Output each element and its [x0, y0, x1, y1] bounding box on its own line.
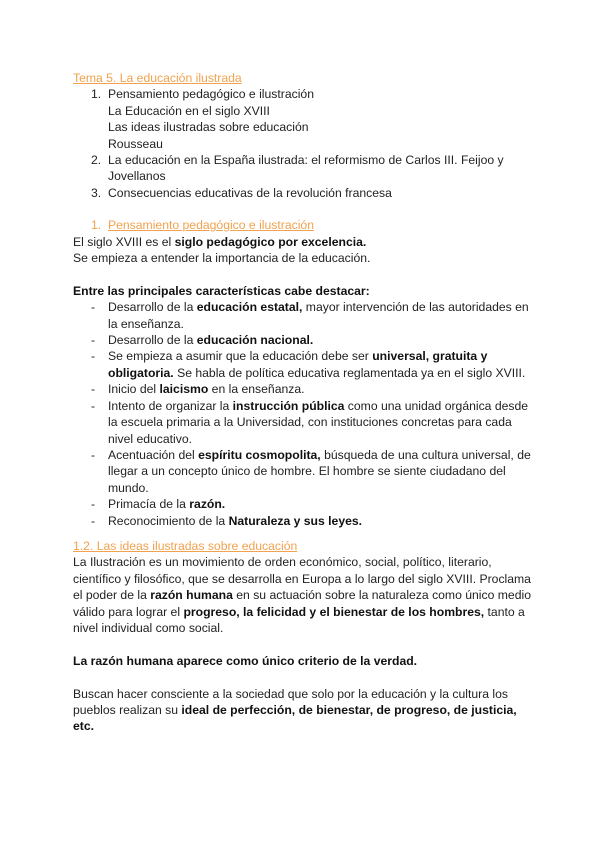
table-of-contents: [73, 86, 533, 201]
paragraph: La Ilustración es un movimiento de orden económico, social, político, literario, científico y filosófico, que se desarrolla en Europa a lo largo del siglo XVIII. Proclama el poder de la razón humana en su actuación sobre la naturaleza como único medio válido para lograr el progreso, la felicidad y el bienestar de los hombres, tanto a nivel individual como social.: [73, 555, 531, 635]
doc-title[interactable]: Tema 5. La educación ilustrada: [73, 71, 242, 85]
list-item: - Primacía de la razón.: [91, 497, 226, 512]
section-1-heading[interactable]: 1. Pensamiento pedagógico e ilustración: [91, 218, 314, 233]
list-intro: Entre las principales características cabe destacar:: [73, 283, 370, 298]
section-1-2-heading[interactable]: 1.2. Las ideas ilustradas sobre educación: [73, 538, 298, 553]
paragraph: Se empieza a entender la importancia de la educación.: [73, 251, 371, 266]
list-item: - Intento de organizar la instrucción pública como una unidad orgánica desde la escuela primaria a la Universidad, con instituciones concretas para cada nivel educativo.: [91, 398, 529, 446]
document-page: [73, 70, 533, 735]
toc-subitem: La Educación en el siglo XVIII: [108, 103, 270, 118]
list-item: - Se empieza a asumir que la educación debe ser universal, gratuita y obligatoria. Se habla de política educativa reglamentada ya en el siglo XVIII.: [91, 349, 526, 380]
paragraph: La razón humana aparece como único criterio de la verdad.: [73, 653, 418, 668]
paragraph: El siglo XVIII es el siglo pedagógico por excelencia.: [73, 234, 367, 249]
list-item: - Desarrollo de la educación estatal, mayor intervención de las autoridades en la enseñanza.: [91, 300, 529, 331]
toc-item-3: 3. Consecuencias educativas de la revolución francesa: [91, 185, 392, 200]
toc-subitem: Rousseau: [108, 136, 163, 151]
list-item: - Reconocimiento de la Naturaleza y sus leyes.: [91, 513, 363, 528]
paragraph: Buscan hacer consciente a la sociedad que solo por la educación y la cultura los pueblos realizan su ideal de perfección, de bienestar, de progreso, de justicia, etc.: [73, 686, 517, 734]
list-item: - Inicio del laicismo en la enseñanza.: [91, 382, 305, 397]
characteristics-list: [73, 299, 533, 529]
list-item: - Desarrollo de la educación nacional.: [91, 333, 314, 348]
toc-item-2: 2. La educación en la España ilustrada: el reformismo de Carlos III. Feijoo y Jovellanos: [91, 153, 504, 184]
toc-item-1: 1. Pensamiento pedagógico e ilustración: [91, 87, 314, 102]
toc-subitem: Las ideas ilustradas sobre educación: [108, 120, 309, 135]
list-item: - Acentuación del espíritu cosmopolita, búsqueda de una cultura universal, de llegar a un concepto único de hombre. El hombre se siente ciudadano del mundo.: [91, 447, 531, 495]
